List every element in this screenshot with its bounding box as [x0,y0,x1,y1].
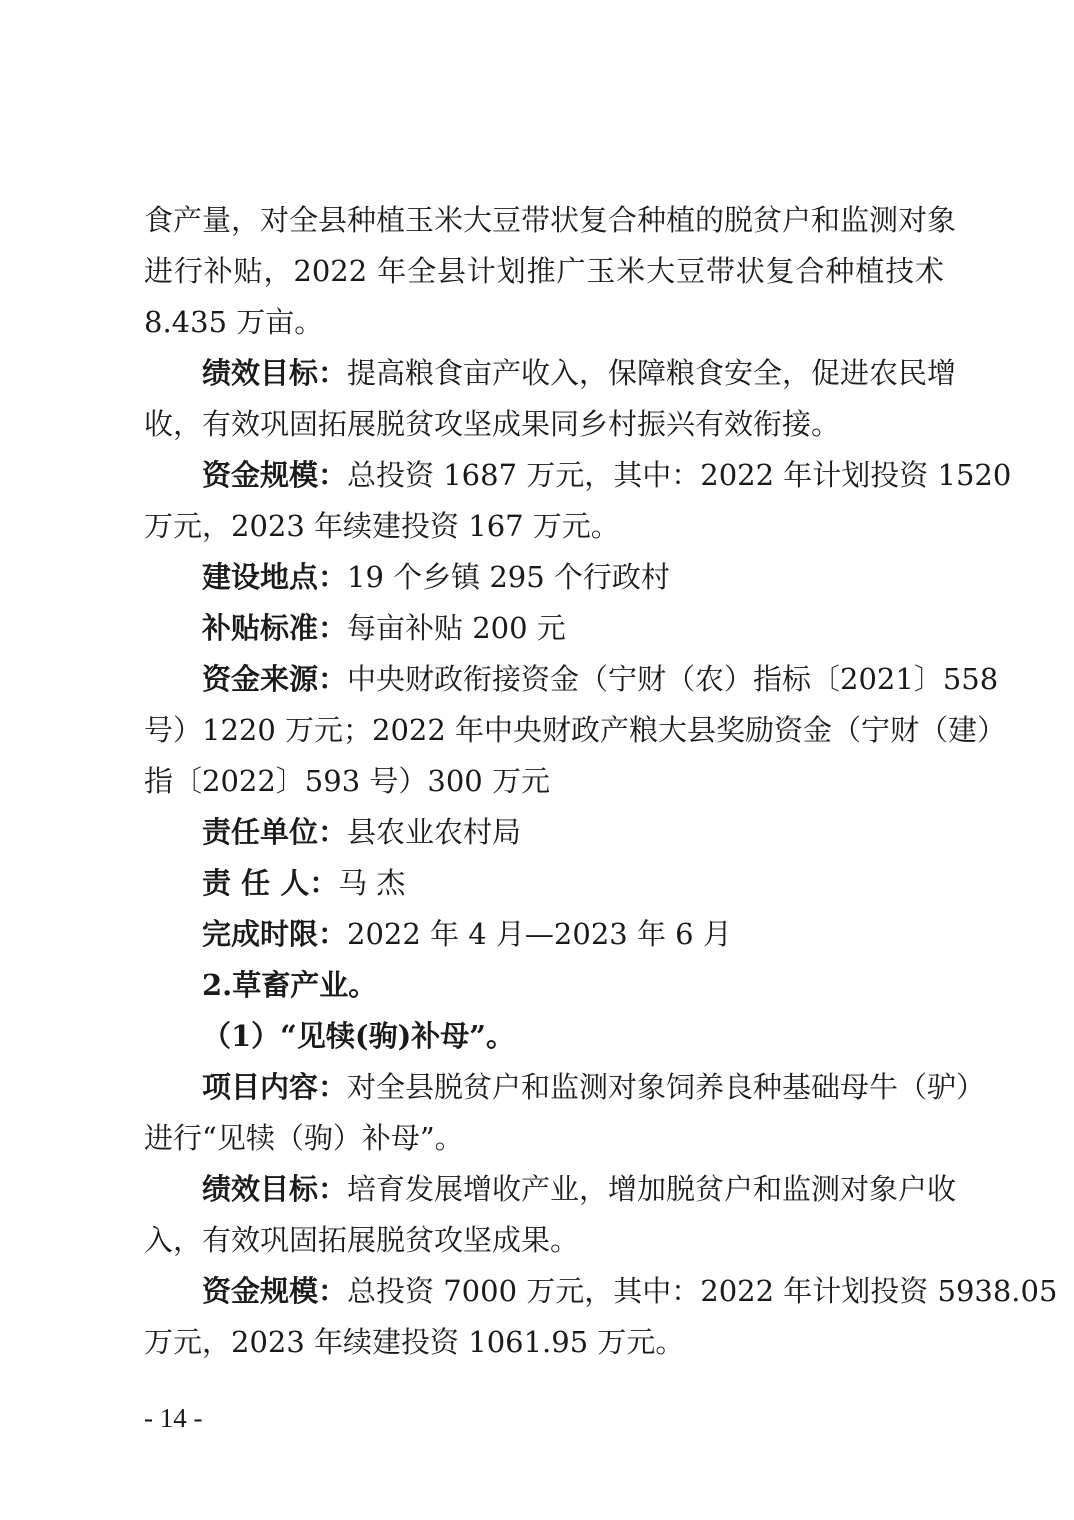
field-value: 县农业农村局 [347,815,522,849]
text-line: 进行补贴，2022 年全县计划推广玉米大豆带状复合种植技术 [144,254,944,288]
field-value: 19 个乡镇 295 个行政村 [347,560,670,594]
field-label: 绩效目标： [202,356,348,390]
text-line: 收，有效巩固拓展脱贫攻坚成果同乡村振兴有效衔接。 [144,407,841,441]
field-value: 中央财政衔接资金（宁财（农）指标〔2021〕558 [347,662,999,696]
field-label: 补贴标准： [202,611,348,645]
text-line: 入，有效巩固拓展脱贫攻坚成果。 [144,1223,580,1257]
responsible-person-line [202,863,944,903]
text-line: 号）1220 万元；2022 年中央财政产粮大县奖励资金（宁财（建） [144,713,1007,747]
fund-source-line [202,659,999,699]
field-label: 绩效目标： [202,1172,348,1206]
text-line: 万元，2023 年续建投资 1061.95 万元。 [144,1325,685,1359]
responsible-unit-line [202,812,944,852]
field-label: 完成时限： [202,917,348,951]
text-line: 进行“见犊（驹）补母”。 [144,1121,464,1155]
performance-goal-line [202,1169,957,1209]
subsidy-standard-line [202,608,944,648]
fund-scale-line [202,1271,1058,1311]
field-label: 建设地点： [202,560,348,594]
text-line: 指〔2022〕593 号）300 万元 [144,764,550,798]
field-value: 2022 年 4 月—2023 年 6 月 [347,917,732,951]
text-line: 食产量，对全县种植玉米大豆带状复合种植的脱贫户和监测对象 [144,203,957,237]
section-heading: 2.草畜产业。 [202,968,378,1002]
field-value: 培育发展增收产业，增加脱贫户和监测对象户收 [347,1172,957,1206]
deadline-line [202,914,944,954]
project-content-line [202,1067,986,1107]
text-line: 8.435 万亩。 [144,305,324,339]
field-label: 资金规模： [202,1274,348,1308]
field-label: 项目内容： [202,1070,348,1104]
field-value: 总投资 7000 万元，其中：2022 年计划投资 5938.05 [347,1274,1058,1308]
field-label: 责任单位： [202,815,348,849]
location-line [202,557,944,597]
field-value: 对全县脱贫户和监测对象饲养良种基础母牛（驴） [347,1070,986,1104]
field-label: 资金规模： [202,458,348,492]
page-number: - 14 - [144,1403,203,1433]
performance-goal-line [202,353,957,393]
field-label: 责 任 人： [202,866,339,900]
field-value: 总投资 1687 万元，其中：2022 年计划投资 1520 [347,458,1012,492]
field-value: 提高粮食亩产收入，保障粮食安全，促进农民增 [347,356,957,390]
field-value: 每亩补贴 200 元 [347,611,566,645]
text-line: 万元，2023 年续建投资 167 万元。 [144,509,620,543]
subsection-heading: （1）“见犊(驹)补母”。 [202,1019,515,1053]
fund-scale-line [202,455,1012,495]
field-label: 资金来源： [202,662,348,696]
field-value: 马 杰 [338,866,406,900]
